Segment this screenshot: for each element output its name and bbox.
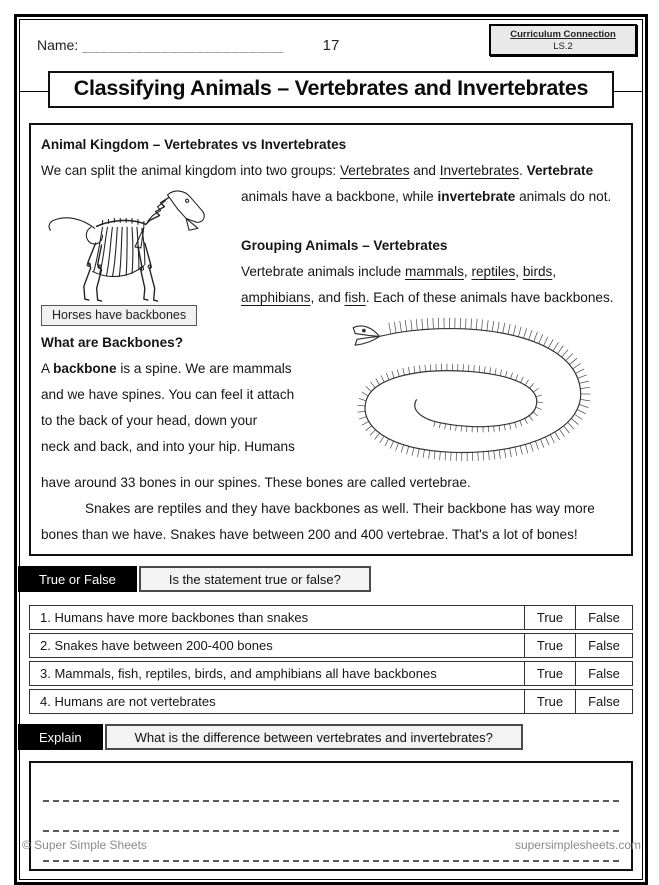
- passage-line: amphibians, and fish. Each of these animals have backbones.: [41, 285, 621, 311]
- passage-line: neck and back, and into your hip. Humans: [41, 434, 621, 460]
- passage-line: Snakes are reptiles and they have backbones as well. Their backbone has way more: [41, 496, 621, 522]
- true-false-table: [29, 605, 633, 714]
- horse-skeleton-figure: [41, 186, 233, 326]
- answer-line[interactable]: [43, 802, 619, 832]
- false-option[interactable]: False: [575, 606, 632, 629]
- true-false-section-label: True or False: [18, 566, 137, 592]
- true-option[interactable]: True: [524, 634, 575, 657]
- passage-line: We can split the animal kingdom into two groups: Vertebrates and Invertebrates. Vertebrate: [41, 158, 621, 184]
- curriculum-code: LS.2: [493, 41, 633, 52]
- statement-cell: 2. Snakes have between 200-400 bones: [30, 634, 524, 657]
- true-option[interactable]: True: [524, 690, 575, 713]
- passage-line: to the back of your head, down your: [41, 408, 621, 434]
- passage-line: animals have a backbone, while invertebrate animals do not.: [41, 184, 621, 210]
- table-row: [29, 661, 633, 686]
- page-title: Classifying Animals – Vertebrates and Invertebrates: [48, 71, 614, 108]
- worksheet-footer: [22, 838, 641, 852]
- snake-skeleton-figure: [323, 315, 621, 468]
- horse-caption: Horses have backbones: [41, 305, 197, 326]
- false-option[interactable]: False: [575, 690, 632, 713]
- passage-line: and we have spines. You can feel it attach: [41, 382, 621, 408]
- name-input-line[interactable]: _______________________: [82, 37, 284, 53]
- explain-section-header: [18, 724, 633, 750]
- true-option[interactable]: True: [524, 662, 575, 685]
- worksheet-inner-border: [19, 19, 643, 880]
- passage-heading-animal-kingdom: Animal Kingdom – Vertebrates vs Invertebrates: [41, 132, 621, 158]
- passage-heading-grouping-animals: Grouping Animals – Vertebrates: [41, 233, 621, 259]
- passage-heading-backbones: What are Backbones?: [41, 326, 621, 356]
- false-option[interactable]: False: [575, 662, 632, 685]
- true-false-prompt: Is the statement true or false?: [139, 566, 371, 592]
- curriculum-title: Curriculum Connection: [493, 29, 633, 40]
- website-link: supersimplesheets.com: [515, 838, 641, 852]
- worksheet-page: [14, 14, 648, 885]
- explain-prompt: What is the difference between vertebrates and invertebrates?: [105, 724, 523, 750]
- table-row: [29, 689, 633, 714]
- name-label: Name:: [37, 37, 78, 53]
- explain-section-label: Explain: [18, 724, 103, 750]
- true-option[interactable]: True: [524, 606, 575, 629]
- passage-line: Vertebrate animals include mammals, reptiles, birds,: [41, 259, 621, 285]
- true-false-section-header: [18, 566, 633, 592]
- copyright: © Super Simple Sheets: [22, 838, 147, 852]
- horse-skeleton-image: [41, 186, 229, 304]
- reading-passage: [29, 123, 633, 556]
- snake-skeleton-image: [323, 315, 619, 463]
- passage-line: A backbone is a spine. We are mammals: [41, 356, 621, 382]
- statement-cell: 4. Humans are not vertebrates: [30, 690, 524, 713]
- statement-cell: 3. Mammals, fish, reptiles, birds, and amphibians all have backbones: [30, 662, 524, 685]
- worksheet-header: [29, 25, 633, 65]
- false-option[interactable]: False: [575, 634, 632, 657]
- answer-line[interactable]: [43, 772, 619, 802]
- page-number: 17: [323, 37, 340, 54]
- explain-answer-area[interactable]: [29, 761, 633, 871]
- title-band: [29, 71, 633, 111]
- passage-line: have around 33 bones in our spines. These bones are called vertebrae.: [41, 470, 621, 496]
- table-row: [29, 605, 633, 630]
- passage-line: bones than we have. Snakes have between 200 and 400 vertebrae. That's a lot of bones!: [41, 522, 621, 548]
- statement-cell: 1. Humans have more backbones than snakes: [30, 606, 524, 629]
- table-row: [29, 633, 633, 658]
- curriculum-connection-badge: [489, 24, 637, 56]
